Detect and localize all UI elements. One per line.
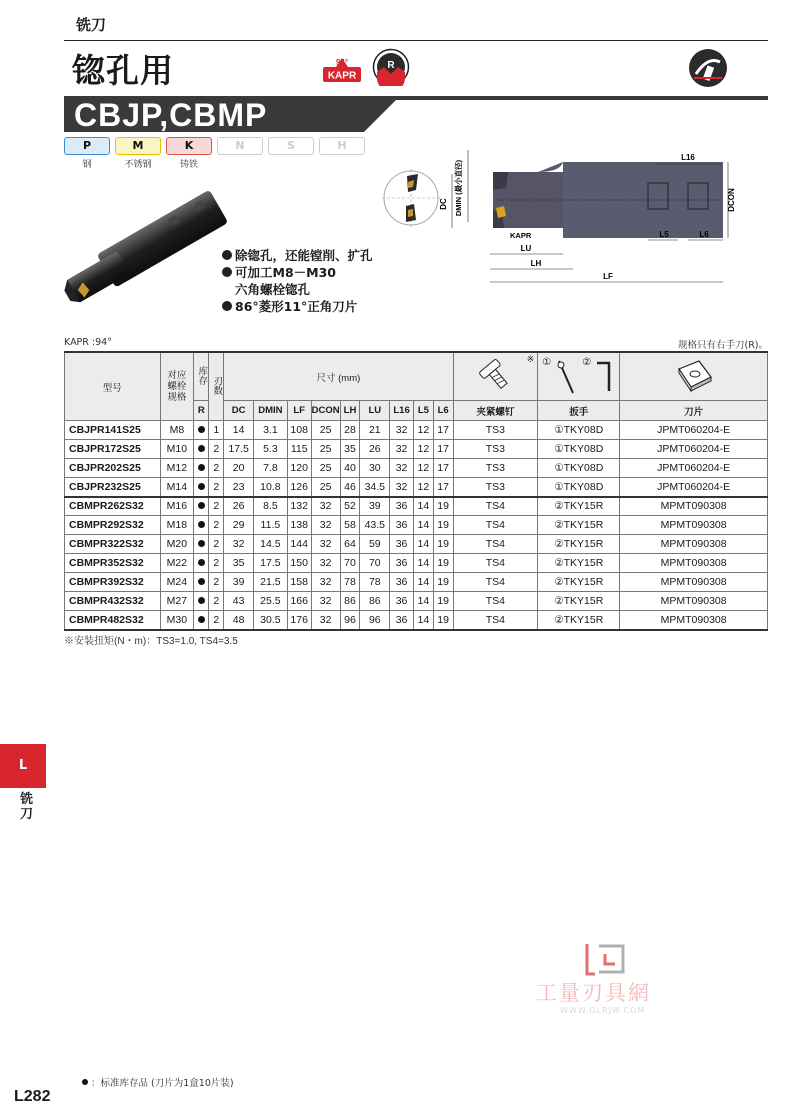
cell-l5: 14 bbox=[413, 497, 433, 516]
header-bolt: 对应螺栓规格 bbox=[160, 352, 194, 421]
cell-model: CBMPR392S32 bbox=[65, 573, 161, 592]
cell-l6: 19 bbox=[433, 573, 453, 592]
cell-l16: 32 bbox=[390, 421, 414, 440]
dcon-label: DCON bbox=[727, 188, 736, 212]
insert-icon bbox=[669, 355, 719, 395]
cell-screw: TS3 bbox=[453, 459, 538, 478]
cell-lf: 158 bbox=[287, 573, 311, 592]
cell-screw: TS3 bbox=[453, 440, 538, 459]
cell-insert: MPMT090308 bbox=[620, 554, 768, 573]
header-dim: L16 bbox=[390, 401, 414, 421]
cell-dc: 20 bbox=[224, 459, 254, 478]
cell-dcon: 25 bbox=[311, 440, 340, 459]
cell-model: CBMPR262S32 bbox=[65, 497, 161, 516]
header-stock-r: R bbox=[194, 401, 209, 421]
cell-model: CBJPR172S25 bbox=[65, 440, 161, 459]
cell-insert: MPMT090308 bbox=[620, 497, 768, 516]
cell-dc: 17.5 bbox=[224, 440, 254, 459]
cell-lh: 58 bbox=[340, 516, 360, 535]
cell-bolt: M30 bbox=[160, 611, 194, 630]
tool-photo bbox=[60, 172, 240, 322]
cell-dmin: 3.1 bbox=[254, 421, 288, 440]
material-name-k: 铸铁 bbox=[179, 160, 198, 170]
cell-model: CBJPR141S25 bbox=[65, 421, 161, 440]
cell-dmin: 5.3 bbox=[254, 440, 288, 459]
cell-wrench: ②TKY15R bbox=[538, 497, 620, 516]
cell-dmin: 30.5 bbox=[254, 611, 288, 630]
spec-table bbox=[64, 351, 768, 631]
cell-flutes: 1 bbox=[209, 421, 224, 440]
chapter-label: 铣刀 bbox=[20, 792, 34, 822]
cell-dcon: 25 bbox=[311, 421, 340, 440]
dmin-label: DMIN (最小直径) bbox=[454, 159, 463, 217]
header-dim: LF bbox=[287, 401, 311, 421]
table-row bbox=[65, 497, 768, 516]
header-dim: DMIN bbox=[254, 401, 288, 421]
cell-l16: 36 bbox=[390, 535, 414, 554]
model-title-bar bbox=[64, 96, 768, 132]
cell-dmin: 25.5 bbox=[254, 592, 288, 611]
feature-item-continued: 六角螺栓锪孔 bbox=[235, 282, 311, 297]
l5-label: L5 bbox=[659, 230, 669, 239]
cell-bolt: M24 bbox=[160, 573, 194, 592]
cell-screw: TS4 bbox=[453, 535, 538, 554]
cell-wrench: ①TKY08D bbox=[538, 478, 620, 497]
cell-insert: JPMT060204-E bbox=[620, 440, 768, 459]
cell-l5: 12 bbox=[413, 459, 433, 478]
cell-flutes: 2 bbox=[209, 535, 224, 554]
material-chip-k: K bbox=[166, 137, 212, 155]
page-number: L282 bbox=[14, 1088, 51, 1105]
cell-lu: 39 bbox=[360, 497, 390, 516]
cell-screw: TS4 bbox=[453, 573, 538, 592]
cell-stock bbox=[194, 440, 209, 459]
right-hand-note: 规格只有右手刀(R)。 bbox=[677, 340, 768, 351]
cell-lh: 70 bbox=[340, 554, 360, 573]
header-screw-icon-cell bbox=[453, 352, 538, 401]
cell-stock bbox=[194, 516, 209, 535]
cell-lf: 176 bbox=[287, 611, 311, 630]
cell-lh: 52 bbox=[340, 497, 360, 516]
header-dim: DCON bbox=[311, 401, 340, 421]
kapr-drawing-label: KAPR bbox=[510, 231, 532, 240]
cell-l6: 19 bbox=[433, 535, 453, 554]
cell-flutes: 2 bbox=[209, 573, 224, 592]
cell-l5: 14 bbox=[413, 535, 433, 554]
cell-lf: 126 bbox=[287, 478, 311, 497]
stock-bullet-icon bbox=[198, 597, 205, 604]
cell-flutes: 2 bbox=[209, 554, 224, 573]
cell-flutes: 2 bbox=[209, 611, 224, 630]
cell-lf: 120 bbox=[287, 459, 311, 478]
cell-dmin: 8.5 bbox=[254, 497, 288, 516]
kapr-angle-text: 94° bbox=[335, 58, 349, 67]
screw-icon bbox=[475, 355, 515, 395]
cell-lu: 21 bbox=[360, 421, 390, 440]
milling-category-icon bbox=[688, 48, 728, 88]
right-hand-badge-icon bbox=[372, 48, 410, 86]
stock-bullet-icon bbox=[198, 540, 205, 547]
lh-label: LH bbox=[530, 259, 542, 268]
cell-lf: 115 bbox=[287, 440, 311, 459]
header-insert-icon-cell bbox=[620, 352, 768, 401]
cell-flutes: 2 bbox=[209, 459, 224, 478]
header-wrench: 扳手 bbox=[538, 401, 620, 421]
cell-bolt: M22 bbox=[160, 554, 194, 573]
watermark-url: WWW.GLRJW.COM bbox=[560, 1006, 646, 1015]
cell-lh: 96 bbox=[340, 611, 360, 630]
cell-wrench: ②TKY15R bbox=[538, 573, 620, 592]
table-row bbox=[65, 478, 768, 497]
feature-item: 可加工M8－M30 bbox=[222, 264, 373, 281]
cell-insert: JPMT060204-E bbox=[620, 421, 768, 440]
cell-lh: 46 bbox=[340, 478, 360, 497]
material-chip-m: M bbox=[115, 137, 161, 155]
cell-flutes: 2 bbox=[209, 592, 224, 611]
cell-wrench: ①TKY08D bbox=[538, 421, 620, 440]
cell-l16: 36 bbox=[390, 516, 414, 535]
cell-l6: 17 bbox=[433, 459, 453, 478]
cell-lu: 78 bbox=[360, 573, 390, 592]
cell-stock bbox=[194, 497, 209, 516]
wrench1-mark: ① bbox=[542, 357, 552, 368]
cell-dcon: 32 bbox=[311, 516, 340, 535]
cell-lh: 64 bbox=[340, 535, 360, 554]
cell-bolt: M27 bbox=[160, 592, 194, 611]
table-row bbox=[65, 554, 768, 573]
dimension-drawing bbox=[378, 140, 768, 290]
material-name-p: 钢 bbox=[82, 160, 92, 170]
model-name: CBJP,CBMP bbox=[74, 97, 268, 133]
cell-lu: 86 bbox=[360, 592, 390, 611]
stock-bullet-icon bbox=[198, 426, 205, 433]
bullet-icon bbox=[222, 267, 232, 277]
stock-bullet-icon bbox=[198, 559, 205, 566]
stock-bullet-icon bbox=[198, 521, 205, 528]
cell-lf: 150 bbox=[287, 554, 311, 573]
cell-dcon: 32 bbox=[311, 535, 340, 554]
cell-dc: 39 bbox=[224, 573, 254, 592]
stock-bullet-icon bbox=[198, 578, 205, 585]
cell-l5: 14 bbox=[413, 573, 433, 592]
table-row bbox=[65, 535, 768, 554]
cell-screw: TS4 bbox=[453, 497, 538, 516]
cell-insert: JPMT060204-E bbox=[620, 478, 768, 497]
stock-bullet-icon bbox=[198, 445, 205, 452]
cell-dmin: 21.5 bbox=[254, 573, 288, 592]
table-row bbox=[65, 440, 768, 459]
section-label: 铣刀 bbox=[76, 16, 107, 34]
cell-l5: 14 bbox=[413, 592, 433, 611]
cell-model: CBMPR432S32 bbox=[65, 592, 161, 611]
cell-l5: 12 bbox=[413, 440, 433, 459]
torque-footnote: ※安装扭矩(N・m)：TS3=1.0, TS4=3.5 bbox=[64, 636, 238, 647]
header-screw: 夹紧螺钉 bbox=[453, 401, 538, 421]
header-dim: L6 bbox=[433, 401, 453, 421]
cell-l5: 14 bbox=[413, 611, 433, 630]
dc-label: DC bbox=[439, 198, 448, 210]
cell-l6: 17 bbox=[433, 440, 453, 459]
cell-lh: 78 bbox=[340, 573, 360, 592]
cell-bolt: M10 bbox=[160, 440, 194, 459]
cell-stock bbox=[194, 592, 209, 611]
legend-text: ：标准库存品 (刀片为1盒10片装) bbox=[91, 1078, 234, 1089]
cell-dmin: 7.8 bbox=[254, 459, 288, 478]
cell-dmin: 17.5 bbox=[254, 554, 288, 573]
cell-wrench: ②TKY15R bbox=[538, 516, 620, 535]
cell-l5: 14 bbox=[413, 516, 433, 535]
cell-bolt: M14 bbox=[160, 478, 194, 497]
cell-stock bbox=[194, 573, 209, 592]
wrench2-mark: ② bbox=[582, 357, 592, 368]
chapter-tab[interactable]: L bbox=[0, 744, 46, 788]
cell-l16: 32 bbox=[390, 440, 414, 459]
cell-insert: MPMT090308 bbox=[620, 573, 768, 592]
cell-l6: 19 bbox=[433, 611, 453, 630]
cell-lh: 28 bbox=[340, 421, 360, 440]
cell-lf: 144 bbox=[287, 535, 311, 554]
l6-label: L6 bbox=[699, 230, 709, 239]
cell-flutes: 2 bbox=[209, 497, 224, 516]
cell-dc: 23 bbox=[224, 478, 254, 497]
cell-l5: 14 bbox=[413, 554, 433, 573]
cell-model: CBMPR482S32 bbox=[65, 611, 161, 630]
cell-bolt: M8 bbox=[160, 421, 194, 440]
cell-model: CBJPR202S25 bbox=[65, 459, 161, 478]
table-row bbox=[65, 573, 768, 592]
stock-bullet-icon bbox=[198, 616, 205, 623]
cell-stock bbox=[194, 421, 209, 440]
cell-dcon: 25 bbox=[311, 459, 340, 478]
cell-flutes: 2 bbox=[209, 516, 224, 535]
feature-list bbox=[222, 247, 373, 315]
material-chip-h: H bbox=[319, 137, 365, 155]
cell-l5: 12 bbox=[413, 421, 433, 440]
note-mark: ※ bbox=[526, 354, 535, 364]
feature-item: 86°菱形11°正角刀片 bbox=[222, 298, 373, 315]
cell-lf: 138 bbox=[287, 516, 311, 535]
cell-dcon: 32 bbox=[311, 611, 340, 630]
lf-label: LF bbox=[603, 272, 613, 281]
cell-lu: 43.5 bbox=[360, 516, 390, 535]
cell-dc: 48 bbox=[224, 611, 254, 630]
cell-stock bbox=[194, 535, 209, 554]
table-row bbox=[65, 611, 768, 630]
stock-bullet-icon bbox=[82, 1079, 88, 1085]
cell-lu: 96 bbox=[360, 611, 390, 630]
cell-model: CBMPR352S32 bbox=[65, 554, 161, 573]
kapr-note: KAPR :94° bbox=[64, 337, 112, 348]
cell-insert: MPMT090308 bbox=[620, 535, 768, 554]
cell-screw: TS4 bbox=[453, 611, 538, 630]
cell-wrench: ②TKY15R bbox=[538, 611, 620, 630]
cell-stock bbox=[194, 478, 209, 497]
cell-wrench: ①TKY08D bbox=[538, 440, 620, 459]
cell-dcon: 32 bbox=[311, 497, 340, 516]
cell-wrench: ②TKY15R bbox=[538, 554, 620, 573]
bullet-icon bbox=[222, 250, 232, 260]
header-insert: 刀片 bbox=[620, 401, 768, 421]
cell-l6: 19 bbox=[433, 497, 453, 516]
r-label-text: R bbox=[387, 60, 395, 71]
cell-insert: JPMT060204-E bbox=[620, 459, 768, 478]
cell-bolt: M18 bbox=[160, 516, 194, 535]
cell-flutes: 2 bbox=[209, 440, 224, 459]
cell-lh: 40 bbox=[340, 459, 360, 478]
cell-model: CBMPR292S32 bbox=[65, 516, 161, 535]
cell-stock bbox=[194, 554, 209, 573]
cell-dc: 26 bbox=[224, 497, 254, 516]
cell-screw: TS4 bbox=[453, 592, 538, 611]
material-chip-p: P bbox=[64, 137, 110, 155]
material-name-m: 不锈钢 bbox=[124, 160, 152, 170]
watermark-text: 工量刃具網 bbox=[536, 981, 651, 1005]
table-row bbox=[65, 459, 768, 478]
stock-bullet-icon bbox=[198, 464, 205, 471]
cell-dcon: 25 bbox=[311, 478, 340, 497]
cell-lu: 30 bbox=[360, 459, 390, 478]
cell-screw: TS3 bbox=[453, 478, 538, 497]
cell-lu: 26 bbox=[360, 440, 390, 459]
cell-dc: 43 bbox=[224, 592, 254, 611]
header-dims: 尺寸 (mm) bbox=[224, 352, 453, 401]
cell-dcon: 32 bbox=[311, 554, 340, 573]
cell-dmin: 14.5 bbox=[254, 535, 288, 554]
bullet-icon bbox=[222, 301, 232, 311]
header-model: 型号 bbox=[65, 352, 161, 421]
cell-lu: 34.5 bbox=[360, 478, 390, 497]
cell-bolt: M12 bbox=[160, 459, 194, 478]
table-row bbox=[65, 592, 768, 611]
cell-stock bbox=[194, 459, 209, 478]
cell-screw: TS3 bbox=[453, 421, 538, 440]
cell-dc: 29 bbox=[224, 516, 254, 535]
cell-insert: MPMT090308 bbox=[620, 516, 768, 535]
stock-bullet-icon bbox=[198, 502, 205, 509]
cell-l6: 19 bbox=[433, 554, 453, 573]
l16-label: L16 bbox=[681, 153, 695, 162]
cell-l16: 32 bbox=[390, 459, 414, 478]
cell-lh: 35 bbox=[340, 440, 360, 459]
kapr-badge-icon bbox=[322, 54, 362, 84]
stock-bullet-icon bbox=[198, 483, 205, 490]
feature-item: 除锪孔，还能镗削、扩孔 bbox=[222, 247, 373, 264]
cell-lf: 132 bbox=[287, 497, 311, 516]
cell-dcon: 32 bbox=[311, 592, 340, 611]
header-wrench-icon-cell bbox=[538, 352, 620, 401]
table-row bbox=[65, 516, 768, 535]
cell-l5: 12 bbox=[413, 478, 433, 497]
header-dim: DC bbox=[224, 401, 254, 421]
cell-lh: 86 bbox=[340, 592, 360, 611]
cell-model: CBJPR232S25 bbox=[65, 478, 161, 497]
stock-legend bbox=[82, 1075, 234, 1089]
header-dim: L5 bbox=[413, 401, 433, 421]
cell-wrench: ①TKY08D bbox=[538, 459, 620, 478]
cell-insert: MPMT090308 bbox=[620, 611, 768, 630]
lu-label: LU bbox=[520, 244, 532, 253]
cell-dcon: 32 bbox=[311, 573, 340, 592]
page-title: 锪孔用 bbox=[72, 51, 174, 90]
cell-dc: 32 bbox=[224, 535, 254, 554]
cell-dc: 14 bbox=[224, 421, 254, 440]
cell-l16: 36 bbox=[390, 554, 414, 573]
header-flutes: 刃数 bbox=[209, 352, 224, 421]
cell-model: CBMPR322S32 bbox=[65, 535, 161, 554]
cell-dc: 35 bbox=[224, 554, 254, 573]
header-divider bbox=[64, 40, 768, 41]
cell-wrench: ②TKY15R bbox=[538, 535, 620, 554]
cell-dmin: 11.5 bbox=[254, 516, 288, 535]
cell-l6: 19 bbox=[433, 516, 453, 535]
cell-lf: 166 bbox=[287, 592, 311, 611]
cell-l6: 17 bbox=[433, 478, 453, 497]
cell-dmin: 10.8 bbox=[254, 478, 288, 497]
header-dim: LU bbox=[360, 401, 390, 421]
header-stock: 库存 bbox=[194, 352, 209, 401]
cell-l16: 36 bbox=[390, 497, 414, 516]
header-dim: LH bbox=[340, 401, 360, 421]
cell-lf: 108 bbox=[287, 421, 311, 440]
cell-lu: 70 bbox=[360, 554, 390, 573]
material-chip-n: N bbox=[217, 137, 263, 155]
cell-lu: 59 bbox=[360, 535, 390, 554]
cell-bolt: M20 bbox=[160, 535, 194, 554]
cell-l6: 17 bbox=[433, 421, 453, 440]
cell-flutes: 2 bbox=[209, 478, 224, 497]
cell-l16: 36 bbox=[390, 611, 414, 630]
material-chip-s: S bbox=[268, 137, 314, 155]
cell-wrench: ②TKY15R bbox=[538, 592, 620, 611]
cell-screw: TS4 bbox=[453, 516, 538, 535]
cell-l16: 36 bbox=[390, 573, 414, 592]
cell-stock bbox=[194, 611, 209, 630]
table-row bbox=[65, 421, 768, 440]
cell-l6: 19 bbox=[433, 592, 453, 611]
watermark-logo-icon bbox=[583, 942, 627, 976]
cell-l16: 36 bbox=[390, 592, 414, 611]
cell-l16: 32 bbox=[390, 478, 414, 497]
cell-screw: TS4 bbox=[453, 554, 538, 573]
kapr-label-text: KAPR bbox=[327, 70, 357, 82]
cell-insert: MPMT090308 bbox=[620, 592, 768, 611]
cell-bolt: M16 bbox=[160, 497, 194, 516]
